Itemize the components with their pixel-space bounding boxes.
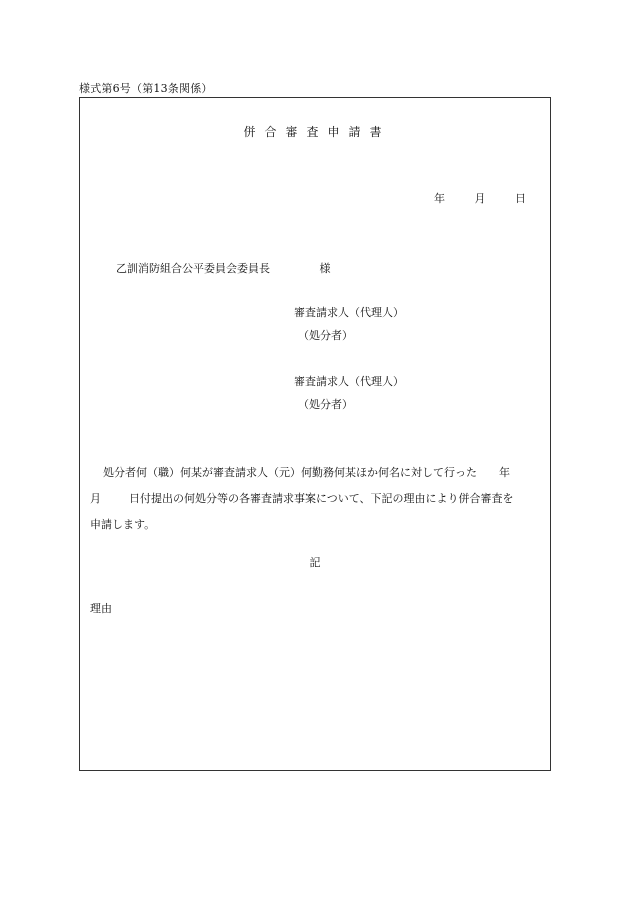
disposer-label-1: （処分者）	[298, 329, 353, 342]
body-month-label: 月	[90, 492, 101, 505]
ki-heading: 記	[309, 556, 321, 569]
body-line-2-text: 日付提出の何処分等の各審査請求事案について、下記の理由により併合審査を	[129, 492, 514, 505]
body-line-3: 申請します。	[90, 518, 156, 531]
date-month-label: 月	[474, 192, 486, 205]
requester-label-1: 審査請求人（代理人）	[294, 306, 404, 319]
addressee-name: 乙訓消防組合公平委員会委員長	[116, 262, 270, 275]
body-line-2	[90, 486, 542, 512]
body-line-1	[90, 460, 542, 486]
addressee-honorific: 様	[319, 262, 331, 275]
addressee	[116, 260, 331, 276]
requester-label-2: 審査請求人（代理人）	[294, 375, 404, 388]
body-line-1-text: 処分者何（職）何某が審査請求人（元）何勤務何某ほか何名に対して行った	[103, 466, 477, 479]
document-title: 併合審査申請書	[243, 125, 391, 139]
body-year-label: 年	[499, 466, 510, 479]
date-day-label: 日	[515, 192, 526, 205]
disposer-label-2: （処分者）	[298, 398, 353, 411]
reason-label: 理由	[90, 602, 112, 615]
date-year-label: 年	[434, 192, 445, 205]
application-form-frame	[79, 97, 551, 771]
form-number: 様式第6号（第13条関係）	[79, 82, 213, 95]
application-body	[90, 460, 542, 538]
date-row	[434, 190, 526, 206]
